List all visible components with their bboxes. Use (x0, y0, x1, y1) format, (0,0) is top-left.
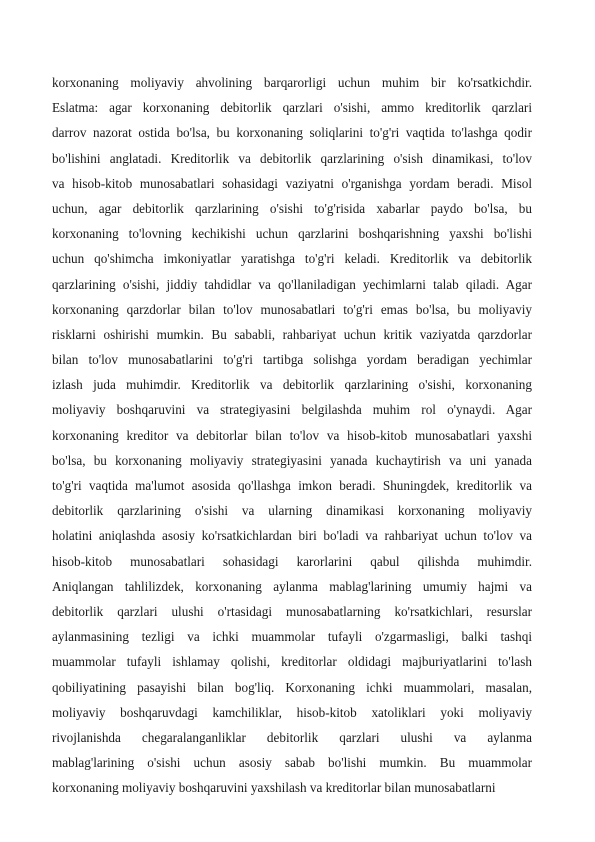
text-line: muammolar tufayli ishlamay qolishi, kreditorlar oldidagi majburiyatlarini to'lash (52, 654, 532, 670)
text-line: risklarni oshirishi mumkin. Bu sababli, rahbariyat uchun kritik vaziyatda qarzdorlar (52, 326, 532, 342)
text-line: bo'lsa, bu korxonaning moliyaviy strategiyasini yanada kuchaytirish va uni yanada (52, 452, 532, 468)
text-line: korxonaning moliyaviy ahvolining barqarorligi uchun muhim bir ko'rsatkichdir. (52, 75, 532, 90)
document-body (52, 70, 532, 800)
text-line: bilan to'lov munosabatlarini to'g'ri tartibga solishga yordam beradigan yechimlar (52, 352, 532, 368)
text-line: aylanmasining tezligi va ichki muammolar tufayli o'zgarmasligi, balki tashqi (52, 629, 532, 645)
text-line: korxonaning qarzdorlar bilan to'lov munosabatlari to'g'ri emas bo'lsa, bu moliyaviy (52, 301, 532, 317)
text-line: mablag'larining o'sishi uchun asosiy sabab bo'lishi mumkin. Bu muammolar (52, 755, 532, 771)
text-line: izlash juda muhimdir. Kreditorlik va debitorlik qarzlarining o'sishi, korxonaning (52, 377, 532, 393)
text-line: korxonaning moliyaviy boshqaruvini yaxshilash va kreditorlar bilan munosabatlarni (52, 780, 496, 796)
text-line: bo'lishini anglatadi. Kreditorlik va debitorlik qarzlarining o'sish dinamikasi, to'lov (52, 150, 532, 166)
text-line: darrov nazorat ostida bo'lsa, bu korxonaning soliqlarini to'g'ri vaqtida to'lashga qodir (52, 125, 532, 141)
text-line: moliyaviy boshqaruvini va strategiyasini belgilashda muhim rol o'ynaydi. Agar (52, 402, 532, 418)
text-line: debitorlik qarzlari ulushi o'rtasidagi munosabatlarning ko'rsatkichlari, resurslar (52, 603, 532, 619)
text-line: Aniqlangan tahlilizdek, korxonaning aylanma mablag'larining umumiy hajmi va (52, 578, 532, 594)
text-line: to'g'ri vaqtida ma'lumot asosida qo'llashga imkon beradi. Shuningdek, kreditorlik va (52, 478, 532, 493)
text-line: rivojlanishda chegaralanganliklar debitorlik qarzlari ulushi va aylanma (52, 729, 532, 745)
text-line: Eslatma: agar korxonaning debitorlik qarzlari o'sishi, ammo kreditorlik qarzlari (52, 100, 532, 116)
text-line: korxonaning kreditor va debitorlar bilan to'lov va hisob-kitob munosabatlari yaxshi (52, 427, 532, 443)
text-line: uchun, agar debitorlik qarzlarining o'sishi to'g'risida xabarlar paydo bo'lsa, bu (52, 200, 532, 216)
text-line: va hisob-kitob munosabatlari sohasidagi vaziyatni o'rganishga yordam beradi. Misol (52, 175, 532, 191)
text-line: hisob-kitob munosabatlari sohasidagi karorlarini qabul qilishda muhimdir. (52, 553, 532, 569)
text-line: qarzlarining o'sishi, jiddiy tahdidlar va qo'llaniladigan yechimlarni talab qiladi. Agar (52, 276, 532, 292)
text-line: moliyaviy boshqaruvdagi kamchiliklar, hisob-kitob xatoliklari yoki moliyaviy (52, 704, 532, 720)
text-line: debitorlik qarzlarining o'sishi va ularning dinamikasi korxonaning moliyaviy (52, 503, 532, 519)
text-line: qobiliyatining pasayishi bilan bog'liq. Korxonaning ichki muammolari, masalan, (52, 679, 532, 695)
text-line: holatini aniqlashda asosiy ko'rsatkichlardan biri bo'ladi va rahbariyat uchun to'lov va (52, 528, 532, 544)
text-line: korxonaning to'lovning kechikishi uchun qarzlarini boshqarishning yaxshi bo'lishi (52, 226, 532, 242)
text-line: uchun qo'shimcha imkoniyatlar yaratishga to'g'ri keladi. Kreditorlik va debitorlik (52, 251, 532, 267)
